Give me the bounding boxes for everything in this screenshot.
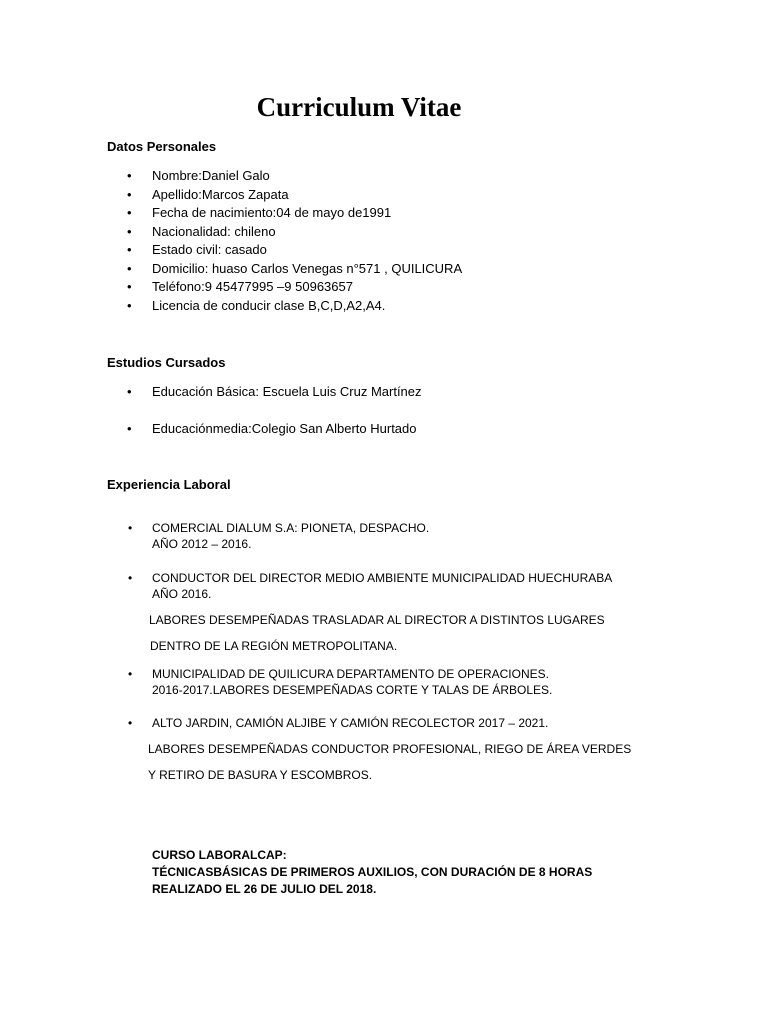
- bullet-icon: •: [127, 223, 132, 239]
- experience-note: Y RETIRO DE BASURA Y ESCOMBROS.: [148, 768, 373, 782]
- bullet-icon: •: [128, 667, 133, 681]
- experience-item: • MUNICIPALIDAD DE QUILICURA DEPARTAMENTO DE OPERACIONES. 2016-2017.LABORES DESEMPEÑADAS CORTE Y TALAS DE ÁRBOLES.: [128, 667, 553, 697]
- list-item: • Educaciónmedia:Colegio San Alberto Hurtado: [127, 420, 417, 439]
- bullet-icon: •: [128, 521, 133, 535]
- course-title: CURSO LABORALCAP:: [152, 848, 287, 862]
- list-item: • Licencia de conducir clase B,C,D,A2,A4.: [127, 297, 385, 316]
- bullet-icon: •: [127, 242, 132, 257]
- experience-note: DENTRO DE LA REGIÓN METROPOLITANA.: [150, 639, 398, 653]
- bullet-icon: •: [127, 186, 132, 202]
- bullet-icon: •: [127, 384, 132, 399]
- bullet-icon: •: [127, 279, 132, 294]
- bullet-icon: •: [127, 205, 132, 220]
- course-block: [152, 847, 592, 898]
- bullet-icon: •: [127, 421, 132, 436]
- bullet-icon: •: [127, 260, 132, 276]
- list-item: • Apellido:Marcos Zapata: [127, 186, 289, 205]
- course-date: REALIZADO EL 26 DE JULIO DEL 2018.: [152, 882, 377, 896]
- experience-note: LABORES DESEMPEÑADAS CONDUCTOR PROFESIONAL, RIEGO DE ÁREA VERDES: [148, 742, 632, 756]
- bullet-icon: •: [127, 297, 132, 313]
- list-item: • Nacionalidad: chileno: [127, 223, 276, 242]
- section-heading-personal: Datos Personales: [107, 139, 217, 154]
- experience-item: • COMERCIAL DIALUM S.A: PIONETA, DESPACHO. AÑO 2012 – 2016.: [128, 521, 430, 551]
- experience-item: • CONDUCTOR DEL DIRECTOR MEDIO AMBIENTE MUNICIPALIDAD HUECHURABA AÑO 2016.: [128, 571, 613, 601]
- section-heading-studies: Estudios Cursados: [107, 355, 226, 370]
- list-item: • Educación Básica: Escuela Luis Cruz Martínez: [127, 383, 422, 402]
- list-item: • Teléfono:9 45477995 –9 50963657: [127, 278, 353, 297]
- bullet-icon: •: [127, 168, 132, 183]
- bullet-icon: •: [128, 716, 133, 730]
- list-item: • Estado civil: casado: [127, 241, 267, 260]
- document-title: Curriculum Vitae: [256, 92, 462, 122]
- bullet-icon: •: [128, 571, 133, 585]
- course-description: TÉCNICASBÁSICAS DE PRIMEROS AUXILIOS, CON DURACIÓN DE 8 HORAS: [152, 865, 593, 879]
- list-item: • Nombre:Daniel Galo: [127, 167, 270, 186]
- list-item: • Fecha de nacimiento:04 de mayo de1991: [127, 204, 391, 223]
- experience-item: • ALTO JARDIN, CAMIÓN ALJIBE Y CAMIÓN RECOLECTOR 2017 – 2021.: [128, 716, 549, 730]
- experience-note: LABORES DESEMPEÑADAS TRASLADAR AL DIRECTOR A DISTINTOS LUGARES: [149, 613, 605, 627]
- list-item: • Domicilio: huaso Carlos Venegas n°571 , QUILICURA: [127, 260, 462, 279]
- section-heading-experience: Experiencia Laboral: [107, 477, 231, 492]
